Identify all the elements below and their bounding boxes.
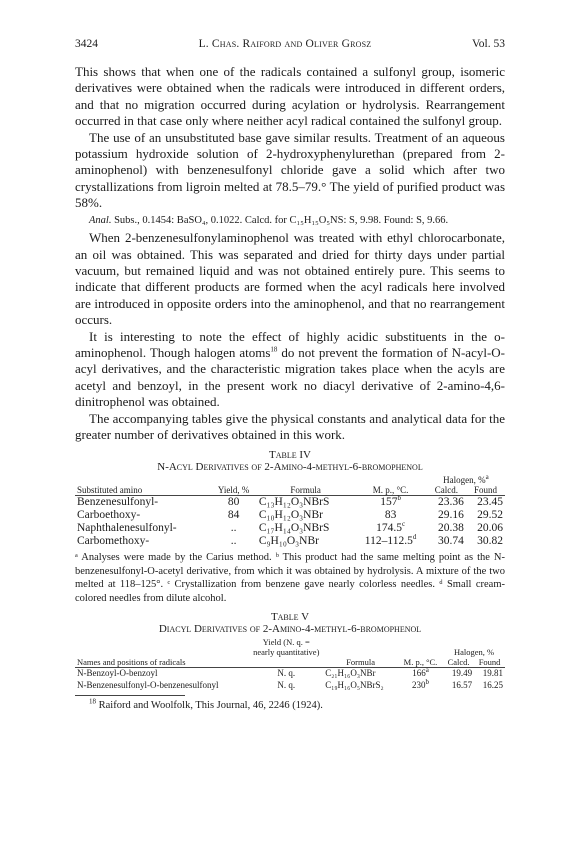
table-4-label: Table IV	[269, 449, 311, 462]
running-title: L. Chas. Raiford and Oliver Grosz	[198, 38, 372, 50]
table-row: Naphthalenesulfonyl- .. C₁₇H₁₄O₃NBrS 174.5$^c$ 20.38 20.06	[77, 520, 503, 535]
table-row: Carbomethoxy- .. C₉H₁₀O₃NBr 112–112.5$^d$ 30.74 30.82	[77, 533, 503, 548]
table-5-halogen-header: Halogen, %	[453, 647, 495, 658]
table-row: N-Benzenesulfonyl-O-benzenesulfonyl N. q. C₁₉H₁₆O₅NBrS₂ 230$^b$ 16.57 16.25	[77, 677, 503, 690]
volume-label: Vol. 53	[471, 38, 505, 50]
table-5	[75, 637, 505, 691]
table-4-col-found: Found	[466, 485, 505, 496]
analysis-lead: Anal.	[89, 214, 112, 226]
footnote-divider	[75, 695, 185, 696]
table-4-col-calcd: Calcd.	[427, 485, 466, 496]
table-row: Carboethoxy- 84 C₁₀H₁₂O₃NBr 83 29.16 29.52	[77, 509, 503, 522]
table-4-col-yield: Yield, %	[210, 485, 256, 496]
table-5-col-yield: Yield (N. q. = nearly quantitative)	[253, 637, 320, 658]
footnote-text: Raiford and Woolfolk, This Journal, 46, 2246 (1924).	[98, 700, 323, 712]
table-4	[75, 475, 505, 548]
table-4-col-mp: M. p., °C.	[354, 485, 427, 496]
running-header	[75, 38, 505, 50]
table-5-col-formula: Formula	[323, 657, 398, 668]
paragraph-5: The accompanying tables give the physical constants and analytical data for the greater number of derivatives obtained in this work.	[75, 410, 505, 443]
table-4-col-name: Substituted amino	[75, 485, 210, 496]
analysis-text: Subs., 0.1454: BaSO₄, 0.1022. Calcd. for C₁₅H₁₅O₅NS: S, 9.98. Found: S, 9.66.	[114, 214, 449, 226]
page-number: 3424	[75, 38, 98, 50]
table-5-col-mp: M. p., °C.	[398, 657, 443, 668]
table-4-halogen-header: Halogen, %$^a$	[443, 473, 489, 486]
paragraph-4	[75, 329, 505, 411]
journal-page	[75, 38, 505, 712]
table-5-label: Table V	[270, 611, 310, 624]
paragraph-1: This shows that when one of the radicals contained a sulfonyl group, isomeric derivatives were obtained when the radicals were introduced in different orders, and that no migration occurred during acylation or hydrolysis. Rearrangement occurred in that case only where neither acyl radical contained the sulfonyl group.	[75, 64, 505, 129]
table-4-notes: ᵃ Analyses were made by the Carius method. ᵇ This product had the same melting point as the N-benzenesulfonyl-O-acetyl derivative, from which it was obtained by hydrolysis. A mixture of the two melted at 118–125°. ᶜ Crystallization from benzene gave nearly colorless needles. ᵈ Small cream-colored needles from dilute alcohol.	[75, 552, 505, 604]
table-5-col-name: Names and positions of radicals	[75, 657, 249, 668]
table-4-col-formula: Formula	[257, 485, 354, 496]
table-4-caption: N-Acyl Derivatives of 2-Amino-4-methyl-6-bromophenol	[157, 461, 423, 474]
footnote-number: 18	[89, 697, 96, 706]
paragraph-2: The use of an unsubstituted base gave similar results. Treatment of an aqueous potassium hydroxide solution of 2-hydroxyphenylurethan (prepared from 2-aminophenol) with benzenesulfonyl chloride gave a solid which after two crystallizations from ligroin melted at 78.5–79.° The yield of purified product was 58%.	[75, 129, 505, 211]
table-row: N-Benzoyl-O-benzoyl N. q. C₂₁H₁₆O₃NBr 166$^a$ 19.49 19.81	[77, 666, 503, 679]
table-5-col-found: Found	[474, 657, 505, 668]
footnote-ref-18[interactable]: 18	[270, 345, 278, 354]
paragraph-4-part-a: It is interesting to note the effect of highly acidic substituents in the o-aminophenol. Though halogen atoms	[75, 328, 505, 360]
paragraph-3: When 2-benzenesulfonylaminophenol was treated with ethyl chlorocarbonate, an oil was obtained. This was separated and dried for thirty days under partial vacuum, but remained liquid and was not obtained entirely pure. This seems to indicate that different products are formed when the acyl radicals here involved are introduced in opposite orders into the aminophenol, and that no rearrangement occurs.	[75, 230, 505, 328]
analysis-line	[75, 214, 505, 228]
table-5-caption: Diacyl Derivatives of 2-Amino-4-methyl-6-bromophenol	[158, 623, 422, 636]
paragraph-4-part-b: do not prevent the formation of N-acyl-O-acyl derivatives, and the characteristic migration takes place when the acyls are acetyl and benzoyl, in the present work no diacyl derivative of 2-amino-4,6-dinitrophenol was obtained.	[75, 345, 506, 410]
footnote-18	[75, 699, 505, 712]
table-row: Benzenesulfonyl- 80 C₁₃H₁₂O₃NBrS 157$^b$ 23.36 23.45	[77, 494, 503, 509]
table-5-col-calcd: Calcd.	[443, 657, 474, 668]
